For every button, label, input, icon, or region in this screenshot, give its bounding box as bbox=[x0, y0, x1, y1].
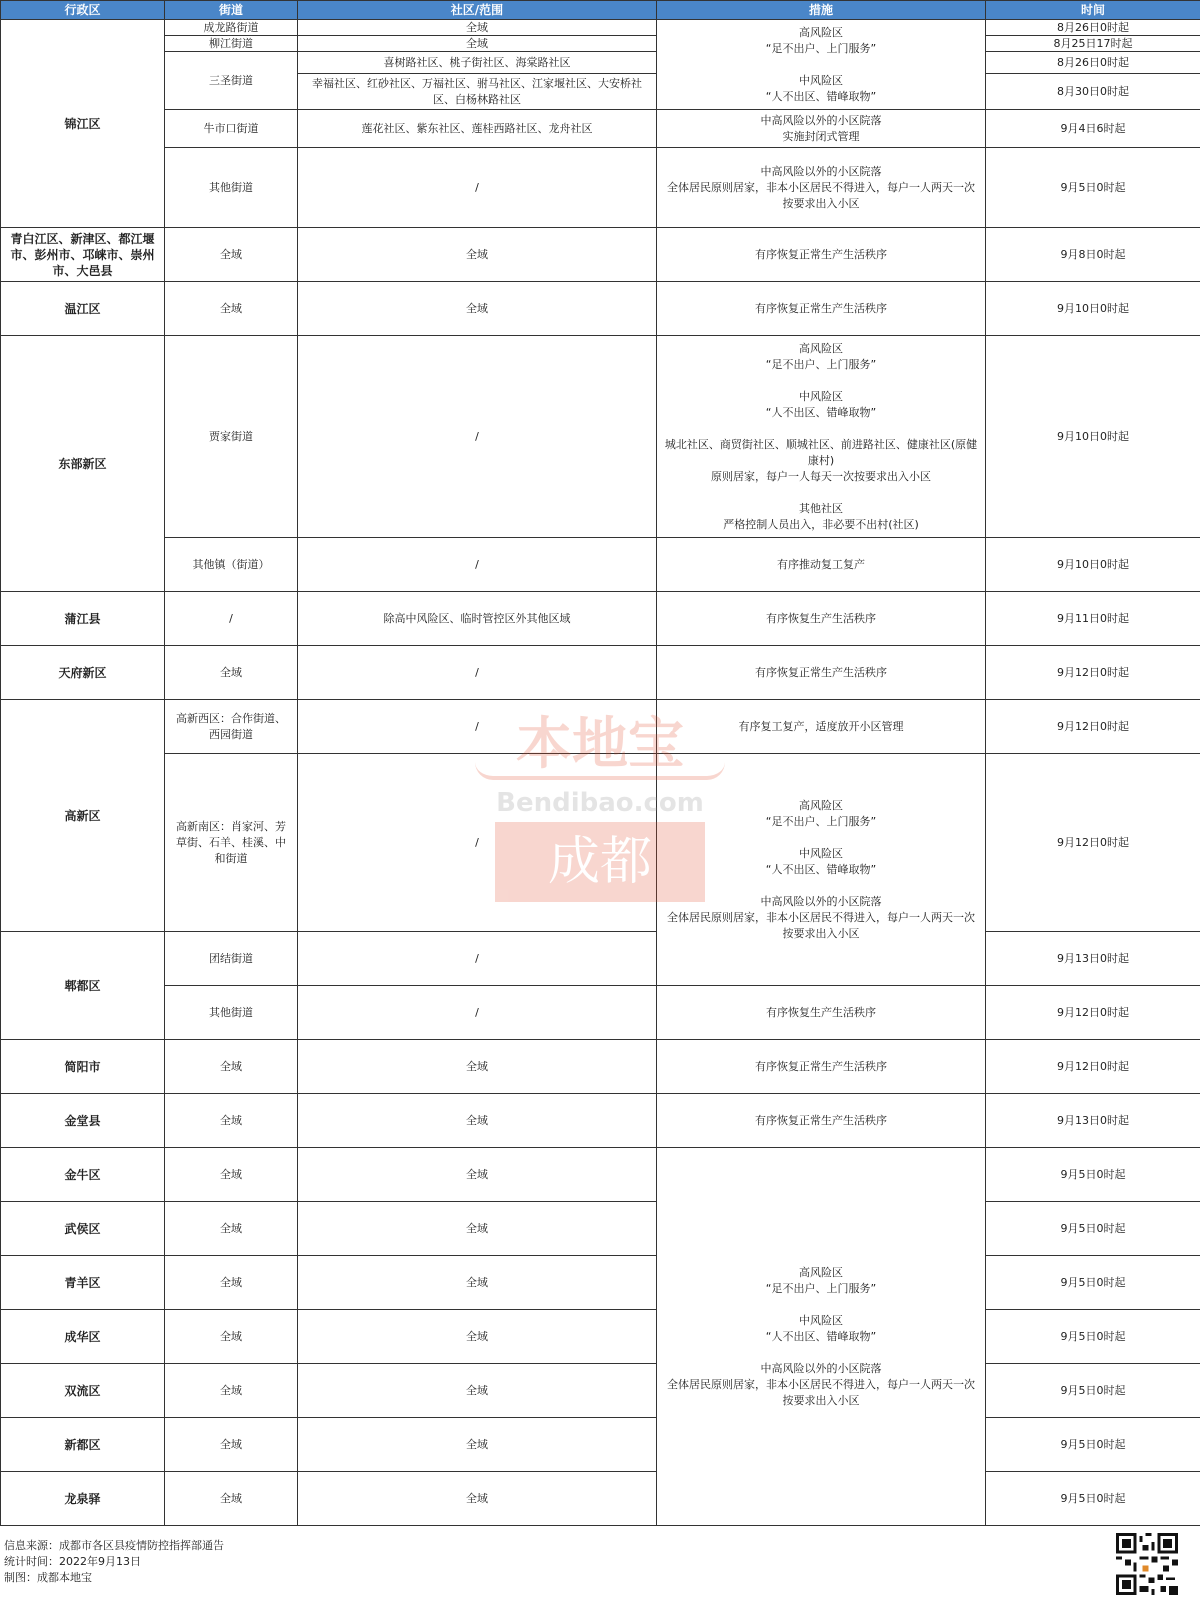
street-cell: 高新西区：合作街道、西园街道 bbox=[165, 700, 298, 754]
measure-cell: 有序恢复生产生活秩序 bbox=[657, 986, 986, 1040]
measure-cell: 有序推动复工复产 bbox=[657, 538, 986, 592]
community-cell: 全域 bbox=[298, 36, 657, 52]
table-row bbox=[1, 36, 1200, 52]
table-row bbox=[1, 538, 1200, 592]
table-row bbox=[1, 1310, 1200, 1364]
community-cell: 莲花社区、紫东社区、莲桂西路社区、龙舟社区 bbox=[298, 110, 657, 148]
table-row bbox=[1, 646, 1200, 700]
street-cell: 全域 bbox=[165, 1472, 298, 1526]
community-cell: / bbox=[298, 336, 657, 538]
time-cell: 9月11日0时起 bbox=[986, 592, 1200, 646]
community-cell: 全域 bbox=[298, 20, 657, 36]
district-cell: 郫都区 bbox=[1, 932, 165, 1040]
watermark-city: 成都 bbox=[495, 822, 705, 902]
community-cell: 全域 bbox=[298, 282, 657, 336]
district-cell: 天府新区 bbox=[1, 646, 165, 700]
table-row bbox=[1, 148, 1200, 228]
street-cell: 全域 bbox=[165, 228, 298, 282]
table-row bbox=[1, 700, 1200, 754]
street-cell: 全域 bbox=[165, 1256, 298, 1310]
table-row bbox=[1, 986, 1200, 1040]
table-row bbox=[1, 52, 1200, 74]
time-cell: 8月25日17时起 bbox=[986, 36, 1200, 52]
table-row bbox=[1, 1256, 1200, 1310]
time-cell: 9月5日0时起 bbox=[986, 148, 1200, 228]
table-row bbox=[1, 1418, 1200, 1472]
time-cell: 8月26日0时起 bbox=[986, 20, 1200, 36]
measure-cell: 高风险区 “足不出户、上门服务” 中风险区 “人不出区、错峰取物” 城北社区、商贸街社区、顺城社区、前进路社区、健康社区(原健康村) 原则居家，每户一人每天一次按要求出入小区 其他社区 严格控制人员出入，非必要不出村(社区) bbox=[657, 336, 986, 538]
table-row bbox=[1, 1202, 1200, 1256]
time-cell: 9月5日0时起 bbox=[986, 1418, 1200, 1472]
time-cell: 9月10日0时起 bbox=[986, 282, 1200, 336]
time-cell: 9月5日0时起 bbox=[986, 1256, 1200, 1310]
street-cell: 其他镇（街道） bbox=[165, 538, 298, 592]
community-cell: / bbox=[298, 646, 657, 700]
time-cell: 9月12日0时起 bbox=[986, 754, 1200, 932]
community-cell: / bbox=[298, 700, 657, 754]
table-row bbox=[1, 592, 1200, 646]
district-cell: 双流区 bbox=[1, 1364, 165, 1418]
table-row bbox=[1, 1472, 1200, 1526]
time-cell: 9月13日0时起 bbox=[986, 932, 1200, 986]
district-cell: 高新区 bbox=[1, 700, 165, 932]
community-cell: 全域 bbox=[298, 1202, 657, 1256]
community-cell: 全域 bbox=[298, 228, 657, 282]
district-cell: 青白江区、新津区、都江堰市、彭州市、邛崃市、崇州市、大邑县 bbox=[1, 228, 165, 282]
street-cell: 高新南区：肖家河、芳草街、石羊、桂溪、中和街道 bbox=[165, 754, 298, 932]
community-cell: 除高中风险区、临时管控区外其他区域 bbox=[298, 592, 657, 646]
district-cell: 简阳市 bbox=[1, 1040, 165, 1094]
table-row bbox=[1, 932, 1200, 986]
district-cell: 温江区 bbox=[1, 282, 165, 336]
community-cell: / bbox=[298, 986, 657, 1040]
measure-cell: 有序恢复生产生活秩序 bbox=[657, 592, 986, 646]
table-row bbox=[1, 228, 1200, 282]
district-cell: 金牛区 bbox=[1, 1148, 165, 1202]
measure-cell: 高风险区 “足不出户、上门服务” 中风险区 “人不出区、错峰取物” 中高风险以外的小区院落 全体居民原则居家，非本小区居民不得进入，每户一人两天一次按要求出入小区 bbox=[657, 754, 986, 986]
header-row bbox=[1, 1, 1200, 20]
measure-cell: 有序恢复正常生产生活秩序 bbox=[657, 646, 986, 700]
table-row bbox=[1, 336, 1200, 538]
table-row bbox=[1, 1040, 1200, 1094]
measure-cell: 有序恢复正常生产生活秩序 bbox=[657, 1040, 986, 1094]
street-cell: 团结街道 bbox=[165, 932, 298, 986]
table-row bbox=[1, 1094, 1200, 1148]
time-cell: 9月10日0时起 bbox=[986, 538, 1200, 592]
col-header-community: 社区/范围 bbox=[298, 1, 657, 20]
district-cell: 新都区 bbox=[1, 1418, 165, 1472]
time-cell: 9月13日0时起 bbox=[986, 1094, 1200, 1148]
measure-cell: 高风险区 “足不出户、上门服务” 中风险区 “人不出区、错峰取物” bbox=[657, 20, 986, 110]
time-cell: 9月5日0时起 bbox=[986, 1364, 1200, 1418]
community-cell: 全域 bbox=[298, 1040, 657, 1094]
street-cell: 全域 bbox=[165, 1418, 298, 1472]
community-cell: 全域 bbox=[298, 1094, 657, 1148]
measure-cell: 有序恢复正常生产生活秩序 bbox=[657, 228, 986, 282]
table-row bbox=[1, 282, 1200, 336]
measure-cell: 中高风险以外的小区院落 实施封闭式管理 bbox=[657, 110, 986, 148]
district-cell: 东部新区 bbox=[1, 336, 165, 592]
street-cell: 全域 bbox=[165, 1094, 298, 1148]
community-cell: 全域 bbox=[298, 1310, 657, 1364]
table-row bbox=[1, 1148, 1200, 1202]
col-header-district: 行政区 bbox=[1, 1, 165, 20]
street-cell: 全域 bbox=[165, 1364, 298, 1418]
community-cell: / bbox=[298, 754, 657, 932]
time-cell: 9月12日0时起 bbox=[986, 986, 1200, 1040]
time-cell: 9月5日0时起 bbox=[986, 1148, 1200, 1202]
watermark-site: Bendibao.com bbox=[496, 788, 704, 818]
time-cell: 9月10日0时起 bbox=[986, 336, 1200, 538]
district-cell: 蒲江县 bbox=[1, 592, 165, 646]
street-cell: 三圣街道 bbox=[165, 52, 298, 110]
district-cell: 锦江区 bbox=[1, 20, 165, 228]
time-cell: 9月12日0时起 bbox=[986, 646, 1200, 700]
street-cell: 全域 bbox=[165, 1148, 298, 1202]
community-cell: / bbox=[298, 148, 657, 228]
watermark-logo-text: 本地宝 bbox=[516, 711, 684, 777]
district-cell: 青羊区 bbox=[1, 1256, 165, 1310]
measure-cell: 有序恢复正常生产生活秩序 bbox=[657, 1094, 986, 1148]
time-cell: 9月12日0时起 bbox=[986, 1040, 1200, 1094]
measure-cell: 高风险区 “足不出户、上门服务” 中风险区 “人不出区、错峰取物” 中高风险以外的小区院落 全体居民原则居家，非本小区居民不得进入，每户一人两天一次按要求出入小区 bbox=[657, 1148, 986, 1526]
table-row bbox=[1, 20, 1200, 36]
community-cell: 全域 bbox=[298, 1148, 657, 1202]
community-cell: / bbox=[298, 538, 657, 592]
street-cell: 全域 bbox=[165, 282, 298, 336]
street-cell: 其他街道 bbox=[165, 148, 298, 228]
measure-cell: 有序恢复正常生产生活秩序 bbox=[657, 282, 986, 336]
street-cell: 贾家街道 bbox=[165, 336, 298, 538]
time-cell: 9月8日0时起 bbox=[986, 228, 1200, 282]
footer-notes bbox=[4, 1538, 224, 1586]
district-cell: 武侯区 bbox=[1, 1202, 165, 1256]
col-header-time: 时间 bbox=[986, 1, 1200, 20]
time-cell: 9月5日0时起 bbox=[986, 1310, 1200, 1364]
table-row bbox=[1, 110, 1200, 148]
table-row bbox=[1, 754, 1200, 932]
footer-stat-time: 统计时间：2022年9月13日 bbox=[4, 1555, 141, 1568]
community-cell: 全域 bbox=[298, 1256, 657, 1310]
street-cell: 全域 bbox=[165, 1202, 298, 1256]
time-cell: 9月12日0时起 bbox=[986, 700, 1200, 754]
street-cell: 柳江街道 bbox=[165, 36, 298, 52]
measure-cell: 有序复工复产，适度放开小区管理 bbox=[657, 700, 986, 754]
community-cell: 喜树路社区、桃子街社区、海棠路社区 bbox=[298, 52, 657, 74]
time-cell: 9月5日0时起 bbox=[986, 1472, 1200, 1526]
community-cell: 幸福社区、红砂社区、万福社区、驸马社区、江家堰社区、大安桥社区、白杨林路社区 bbox=[298, 74, 657, 110]
street-cell: 全域 bbox=[165, 1040, 298, 1094]
table-row bbox=[1, 1364, 1200, 1418]
district-cell: 金堂县 bbox=[1, 1094, 165, 1148]
community-cell: / bbox=[298, 932, 657, 986]
col-header-measure: 措施 bbox=[657, 1, 986, 20]
time-cell: 9月5日0时起 bbox=[986, 1202, 1200, 1256]
street-cell: / bbox=[165, 592, 298, 646]
footer-made-by: 制图：成都本地宝 bbox=[4, 1571, 92, 1584]
district-cell: 龙泉驿 bbox=[1, 1472, 165, 1526]
time-cell: 9月4日6时起 bbox=[986, 110, 1200, 148]
footer-source: 信息来源：成都市各区县疫情防控指挥部通告 bbox=[4, 1539, 224, 1552]
community-cell: 全域 bbox=[298, 1364, 657, 1418]
street-cell: 全域 bbox=[165, 646, 298, 700]
district-cell: 成华区 bbox=[1, 1310, 165, 1364]
measure-cell: 中高风险以外的小区院落 全体居民原则居家，非本小区居民不得进入，每户一人两天一次按要求出入小区 bbox=[657, 148, 986, 228]
col-header-street: 街道 bbox=[165, 1, 298, 20]
time-cell: 8月30日0时起 bbox=[986, 74, 1200, 110]
community-cell: 全域 bbox=[298, 1418, 657, 1472]
street-cell: 其他街道 bbox=[165, 986, 298, 1040]
community-cell: 全域 bbox=[298, 1472, 657, 1526]
qr-code-icon bbox=[1116, 1533, 1178, 1595]
street-cell: 牛市口街道 bbox=[165, 110, 298, 148]
street-cell: 全域 bbox=[165, 1310, 298, 1364]
street-cell: 成龙路街道 bbox=[165, 20, 298, 36]
time-cell: 8月26日0时起 bbox=[986, 52, 1200, 74]
